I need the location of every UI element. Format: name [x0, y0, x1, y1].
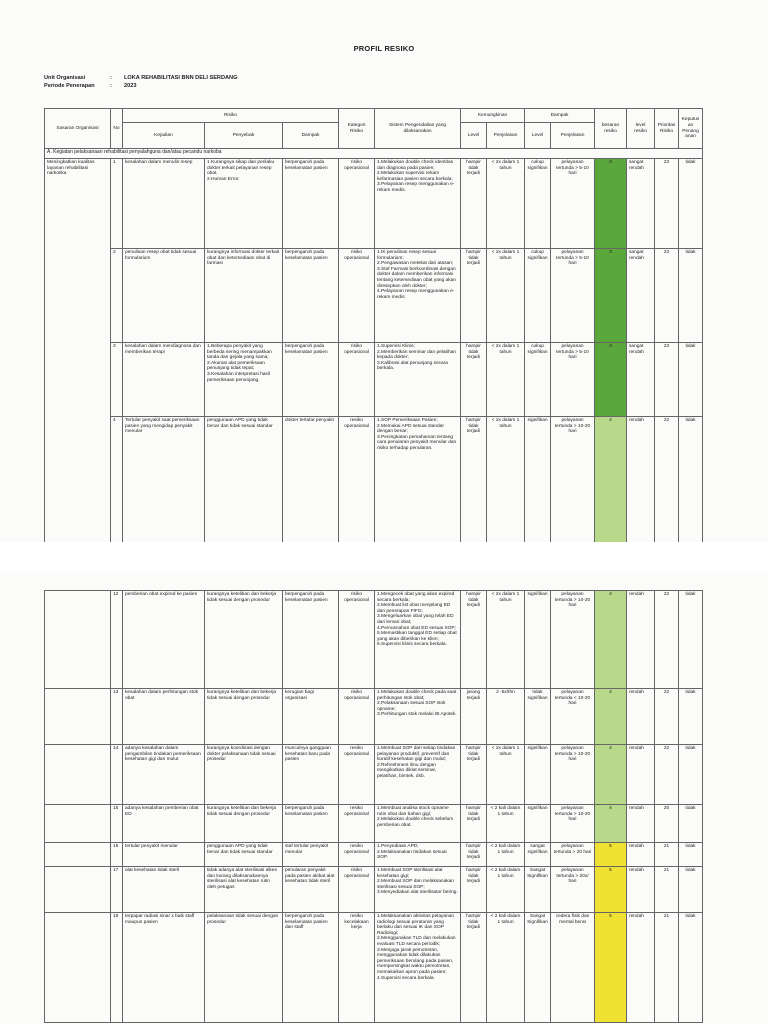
row-number: 3 — [111, 343, 123, 417]
sistem-cell — [375, 867, 461, 913]
dampak-level-cell: Sangat Signifikan — [525, 867, 551, 913]
row-number: 17 — [111, 867, 123, 913]
kemungkinan-penjelasan-cell: 2 -5x/thn — [487, 689, 525, 745]
penyebab-line: 2.Human Error. — [207, 176, 240, 182]
row-number: 13 — [111, 689, 123, 745]
meta-key: Unit Organisasi — [44, 75, 86, 81]
kejadian-cell: Tertular penyakit saat pemeriksaan pasien yang mengidap penyakit menular — [123, 417, 205, 557]
kemungkinan-level-cell: hampir tidak terjadi — [461, 249, 487, 343]
penyebab-line: penggunaan APD yang tidak benar dan tidak sesuai standar — [207, 844, 273, 855]
dampak-level-cell: signifikan — [525, 805, 551, 843]
kejadian-cell: adanya kesalahan dalam pengambilan tindakan pemeriksaan kesehatan gigi dan mulut — [123, 745, 205, 805]
sistem-line: 1.Melakukan double check identitas dan diagnosa pada pasien; — [377, 160, 454, 171]
table-row — [45, 867, 703, 913]
penyebab-line: tidak adanya alat sterilisasi alkes dan kurang dilaksanakannya sterilisasi alat kesehatan rutin oleh petugas — [207, 868, 277, 890]
penyebab-line: 1.Beberapa penyakit yang berbeda sering menampakkan tanda dan gejala yang sama; — [207, 344, 272, 361]
kategori-cell: resiko operasional — [339, 805, 375, 843]
dampak-level-cell: cukup signifikan — [525, 159, 551, 249]
dampak-level-cell: sangat signifikan — [525, 843, 551, 867]
penyebab-line: kurangnya ketelitian dan bekerja tidak sesuai dengan prosedur — [207, 806, 277, 817]
kemungkinan-penjelasan-cell: < 2x dalam 1 tahun — [487, 417, 525, 557]
kemungkinan-level-cell: hampir tidak terjadi — [461, 745, 487, 805]
dampak-cell: penularan penyakit pada pasien akibat alat kesehatan tidak steril — [283, 867, 339, 913]
penyebab-line: kurangnya ketelitian dan bekerja tidak sesuai dengan prosedur — [207, 690, 277, 701]
row-number: 18 — [111, 913, 123, 1023]
sistem-line: 3.Pelayanan resep menggunakan e-rekam medis. — [377, 182, 455, 193]
header-kejadian: Kejadian — [123, 123, 205, 149]
sistem-line: 2.Refreshment ilmu dengan mengikutkan diklat seminar, pelatihan, bimtek, dsb. — [377, 762, 437, 779]
besaran-cell: 4 — [595, 745, 627, 805]
level-resiko-cell: sangat rendah — [627, 159, 655, 249]
prioritas-cell: 23 — [655, 249, 679, 343]
sistem-line: 4.Supervisi secara berkala. — [377, 975, 435, 981]
prioritas-cell: 21 — [655, 867, 679, 913]
meta-sep: : — [110, 83, 112, 89]
penyebab-cell — [205, 913, 283, 1023]
penyebab-cell — [205, 843, 283, 867]
row-number: 15 — [111, 805, 123, 843]
besaran-cell: 3 — [595, 249, 627, 343]
keputusan-cell: tidak — [679, 745, 703, 805]
header-prioritas: Prioritas Risiko — [655, 109, 679, 149]
prioritas-cell: 23 — [655, 343, 679, 417]
kemungkinan-penjelasan-cell: < 2x dalam 1 tahun — [487, 343, 525, 417]
dampak-level-cell: signifikan — [525, 417, 551, 557]
header-keputusan: Keputusan Penanganan — [679, 109, 703, 149]
sistem-line: 2.Pengawasan melekat dari atasan; — [377, 261, 454, 267]
kategori-cell: risiko operasional — [339, 867, 375, 913]
kemungkinan-level-cell: hampir tidak terjadi — [461, 591, 487, 689]
dampak-level-cell: cukup signifikan — [525, 343, 551, 417]
kategori-cell: resiko kecelakaan kerja — [339, 913, 375, 1023]
kategori-cell: resiko operasional — [339, 745, 375, 805]
sistem-line: 2.Membuat list obat menjelang ED dan penerapan FIFO; — [377, 603, 451, 614]
dampak-cell: staf tertular penyakit menular — [283, 843, 339, 867]
besaran-cell: 4 — [595, 805, 627, 843]
sistem-line: 2.Menggunakan TLD dan melakukan evaluasi TLD secara periodik; — [377, 936, 456, 947]
penyebab-line: 3.Kesalahan interpretasi hasil pemeriksaan penunjang. — [207, 371, 270, 383]
table-row — [45, 591, 703, 689]
header-penjelasan: Penjelasan — [551, 123, 595, 149]
kejadian-cell: kesalahan dalam perhitungan stok obat — [123, 689, 205, 745]
dampak-cell: berpengaruh pada keselamatan pasien — [283, 591, 339, 689]
risk-table-page-2 — [44, 590, 703, 1023]
sistem-line: 1.Supervisi Klinis; — [377, 344, 415, 349]
sasaran-cell-empty — [45, 867, 111, 913]
dampak-level-cell: Sangat Signifikan — [525, 913, 551, 1023]
penyebab-cell — [205, 249, 283, 343]
kategori-cell: risiko operasional — [339, 343, 375, 417]
sistem-line: 1.Mengecek obat yang akan expired secara berkala; — [377, 592, 455, 603]
dampak-penjelasan-cell: pelayanan tertunda > 5-10 hari — [551, 249, 595, 343]
table-row — [45, 805, 703, 843]
table-row — [45, 417, 703, 557]
dampak-cell: berpengaruh pada keselamatan pasien — [283, 249, 339, 343]
kemungkinan-penjelasan-cell: < 2 kali dalam 1 tahun — [487, 867, 525, 913]
penyebab-line: kurangnya koordinasi dengan dokter pelaksanaan tidak sesuai prosedur — [207, 746, 276, 763]
table-row — [45, 745, 703, 805]
kejadian-cell: tertular penyakit menular — [123, 843, 205, 867]
level-resiko-cell: rendah — [627, 689, 655, 745]
header-level: Level — [461, 123, 487, 149]
sistem-line: 1.Membuat SOP sterilisasi alat kesehatan gigi; — [377, 868, 443, 879]
sistem-line: 3.Menjaga jarak pemotretan, menggunakan tidak dilakukan pemeriksaan berulang pada pasien, mempersingkat waktu pemotretan, memakaikan apron pada pasien; — [377, 947, 454, 975]
keputusan-cell: tidak — [679, 805, 703, 843]
sistem-cell — [375, 843, 461, 867]
prioritas-cell: 20 — [655, 805, 679, 843]
besaran-cell: 5 — [595, 843, 627, 867]
keputusan-cell: tidak — [679, 343, 703, 417]
besaran-cell: 4 — [595, 689, 627, 745]
level-resiko-cell: rendah — [627, 745, 655, 805]
meta-sep: : — [110, 75, 112, 81]
page-title: PROFIL RESIKO — [353, 44, 415, 53]
dampak-penjelasan-cell: pelayanan tertunda > 10-20 hari — [551, 417, 595, 557]
row-number: 1 — [111, 159, 123, 249]
kejadian-cell: terpapar radiasi sinar x baik staff maupun pasien — [123, 913, 205, 1023]
keputusan-cell: tidak — [679, 249, 703, 343]
dampak-cell: munculnya gangguan kesehatan baru pada pasien — [283, 745, 339, 805]
kejadian-cell: pemberian obat expired ke pasien — [123, 591, 205, 689]
kemungkinan-level-cell: hampir tidak terjadi — [461, 913, 487, 1023]
sasaran-cell-empty — [45, 591, 111, 689]
sasaran-cell-empty — [45, 843, 111, 867]
sistem-line: 4.Pemusnahan obat ED sesuai SOP; — [377, 625, 456, 631]
sistem-cell — [375, 417, 461, 557]
row-number: 2 — [111, 249, 123, 343]
penyebab-cell — [205, 805, 283, 843]
prioritas-cell: 22 — [655, 417, 679, 557]
level-resiko-cell: sangat rendah — [627, 343, 655, 417]
keputusan-cell: tidak — [679, 417, 703, 557]
keputusan-cell: tidak — [679, 159, 703, 249]
kemungkinan-penjelasan-cell: < 2x dalam 1 tahun — [487, 745, 525, 805]
prioritas-cell: 22 — [655, 689, 679, 745]
sistem-cell — [375, 913, 461, 1023]
header-penyebab: Penyebab — [205, 123, 283, 149]
sasaran-cell: Meningkatkan kualitas layanan rehabilitasi narkotika — [45, 159, 111, 557]
level-resiko-cell: rendah — [627, 805, 655, 843]
dampak-level-cell: cukup signifikan — [525, 249, 551, 343]
sistem-cell — [375, 805, 461, 843]
sistem-line: 2.Membuat SOP dan melaksanakan sterilisasi sesuai SOP; — [377, 879, 454, 890]
penyebab-cell — [205, 343, 283, 417]
sistem-line: 3.Perhitungan stok melalui IB Apotek. — [377, 712, 457, 718]
sistem-cell — [375, 249, 461, 343]
kategori-cell: risiko operasional — [339, 689, 375, 745]
keputusan-cell: tidak — [679, 591, 703, 689]
header-level: Level — [525, 123, 551, 149]
kejadian-cell: alat kesehatan tidak steril — [123, 867, 205, 913]
kemungkinan-penjelasan-cell: < 2 kali dalam 1 tahun — [487, 913, 525, 1023]
header-level-resiko: level resiko — [627, 109, 655, 149]
kategori-cell: resiko operasional — [339, 417, 375, 557]
sistem-line: 3.Peningkatan pemahaman tentang cara penularan penyakit menular dan risiko terhadap penularan. — [377, 434, 457, 451]
sistem-line: 1.Melakukan double check pada saat perhitungan stok obat; — [377, 690, 457, 701]
dampak-penjelasan-cell: pelayanan tertunda > 5-10 hari — [551, 343, 595, 417]
row-number: 16 — [111, 843, 123, 867]
dampak-cell: kerugian bagi organisasi — [283, 689, 339, 745]
sistem-cell — [375, 745, 461, 805]
sistem-line: 2.Memberikan seminar dan pelatihan kepada dokter; — [377, 349, 456, 361]
penyebab-line: kurangnya ketelitian dan bekerja tidak sesuai dengan prosedur — [207, 592, 277, 603]
sasaran-cell-empty — [45, 745, 111, 805]
level-resiko-cell: rendah — [627, 843, 655, 867]
dampak-cell: berpengaruh pada keselamatan pasien — [283, 159, 339, 249]
dampak-penjelasan-cell: cedera fisik dan mental berat — [551, 913, 595, 1023]
sistem-line: 2.Melaksanakan tindakan sesuai SOP. — [377, 849, 447, 861]
sasaran-cell-empty — [45, 689, 111, 745]
penyebab-cell — [205, 745, 283, 805]
meta-key: Periode Penerapan — [44, 83, 95, 89]
page-gap — [0, 542, 768, 572]
sistem-line: 1.Melaksanakan aktivitas pelayanan radiologi sesuai peraturan yang berlaku dan sesuai IK dan SOP Radiologi; — [377, 914, 455, 936]
kemungkinan-level-cell: hampir tidak terjadi — [461, 417, 487, 557]
dampak-penjelasan-cell: pelayanan tertunda > 10-20 hari — [551, 805, 595, 843]
header-sasaran: Sasaran Organisasi — [45, 109, 111, 149]
header-besaran: besaran resiko — [595, 109, 627, 149]
kategori-cell: risiko operasional — [339, 591, 375, 689]
row-number: 12 — [111, 591, 123, 689]
keputusan-cell: tidak — [679, 913, 703, 1023]
level-resiko-cell: rendah — [627, 867, 655, 913]
keputusan-cell: tidak — [679, 689, 703, 745]
besaran-cell: 5 — [595, 913, 627, 1023]
meta-periode — [44, 82, 136, 90]
header-sistem: Sistem Pengendalian yang dilaksanakan — [375, 109, 461, 149]
penyebab-line: 1.Kurangnya sikap dan perilaku dokter terkait pelayanan resep obat. — [207, 160, 275, 177]
sistem-line: 2.Pelaksanaan sesuai SOP stok opname; — [377, 701, 446, 712]
dampak-cell: berpengaruh pada keselamatan pasien — [283, 805, 339, 843]
sistem-line: 1.IK penulisan resep sesuai formularium; — [377, 250, 436, 261]
kemungkinan-level-cell: hampir tidak terjadi — [461, 805, 487, 843]
table-row — [45, 249, 703, 343]
kejadian-cell: kesalahan dalam mendiagnosa dan memberikan terapi — [123, 343, 205, 417]
penyebab-line: penggunaan APD yang tidak benar dan tidak sesuai standar — [207, 418, 273, 429]
sistem-line: 1.Membuat analisa stock opname rutin obat dan bahan gigi; — [377, 806, 449, 817]
kemungkinan-penjelasan-cell: < 2x dalam 1 tahun — [487, 591, 525, 689]
dampak-penjelasan-cell: pelayanan tertunda < 10-20 hari — [551, 689, 595, 745]
sasaran-cell-empty — [45, 805, 111, 843]
sasaran-cell-empty — [45, 913, 111, 1023]
table-row — [45, 689, 703, 745]
dampak-cell: berpengaruh pada keselamatan pasien — [283, 343, 339, 417]
keputusan-cell: tidak — [679, 867, 703, 913]
sistem-line: 3.Mengeluarkan obat yang telah ED dari lemari obat; — [377, 614, 454, 625]
header-kemungkinan: Kemungkinan — [461, 109, 525, 123]
sistem-line: 2.Melakukan double check sebelum pemberian obat. — [377, 817, 454, 828]
dampak-level-cell: signifikan — [525, 745, 551, 805]
dampak-cell: dokter tertular penyakit — [283, 417, 339, 557]
penyebab-cell — [205, 689, 283, 745]
level-resiko-cell: rendah — [627, 417, 655, 557]
kejadian-cell: kesalahan dalam menulis resep — [123, 159, 205, 249]
meta-value: 2023 — [124, 83, 137, 89]
kejadian-cell: adanya kesalahan pemberian obat ED — [123, 805, 205, 843]
row-number: 4 — [111, 417, 123, 557]
table-row — [45, 159, 703, 249]
kemungkinan-level-cell: hampir tidak terjadi — [461, 867, 487, 913]
header-dampak: Dampak — [283, 123, 339, 149]
prioritas-cell: 21 — [655, 913, 679, 1023]
sistem-cell — [375, 343, 461, 417]
kejadian-cell: penulisan resep obat tidak sesuai formularium — [123, 249, 205, 343]
header-kategori: Kategori Risiko — [339, 109, 375, 149]
besaran-cell: 4 — [595, 591, 627, 689]
penyebab-line: pelaksanaan tidak sesuai dengan prosedur — [207, 914, 279, 925]
kategori-cell: risiko operasional — [339, 249, 375, 343]
table-row — [45, 843, 703, 867]
sistem-line: 3.Kalibrasi alat penunjang secara berkala. — [377, 360, 448, 372]
table-row — [45, 913, 703, 1023]
sistem-cell — [375, 689, 461, 745]
dampak-penjelasan-cell: pelayanan tertunda > 10-20 hari — [551, 591, 595, 689]
header-dampak-group: Dampak — [525, 109, 595, 123]
level-resiko-cell: rendah — [627, 913, 655, 1023]
meta-value: LOKA REHABILITASI BNN DELI SERDANG — [124, 75, 238, 81]
kategori-cell: resiko operasional — [339, 843, 375, 867]
prioritas-cell: 21 — [655, 843, 679, 867]
sistem-line: 3.Staf Farmasi berkoordinasi dengan dokter dalam memberikan informasi tentang ketersediaan obat yang akan diresepkan oleh dokter; — [377, 266, 456, 289]
kemungkinan-level-cell: jarang terjadi — [461, 689, 487, 745]
kategori-cell: risiko operasional — [339, 159, 375, 249]
penyebab-cell — [205, 417, 283, 557]
row-number: 14 — [111, 745, 123, 805]
besaran-cell: 3 — [595, 159, 627, 249]
sistem-line: 1.Membuat SOP dari setiap tindakan pelayanan produktif, preventif dan kuratif kesehatan gigi dan mulut; — [377, 746, 456, 763]
besaran-cell: 3 — [595, 343, 627, 417]
kemungkinan-penjelasan-cell: < 2x dalam 1 tahun — [487, 249, 525, 343]
kemungkinan-penjelasan-cell: < 2 kali dalam 1 tahun — [487, 843, 525, 867]
level-resiko-cell: rendah — [627, 591, 655, 689]
section-heading: A. Kegiatan pelaksanaan rehabilitasi penyalahguna dan/atau pecandu narkoba — [45, 149, 703, 159]
document-page-2 — [0, 572, 768, 1024]
table-row — [45, 343, 703, 417]
kemungkinan-level-cell: hampir tidak terjadi — [461, 843, 487, 867]
kemungkinan-level-cell: hampir tidak terjadi — [461, 343, 487, 417]
besaran-cell: 5 — [595, 867, 627, 913]
kemungkinan-penjelasan-cell: < 2x dalam 1 tahun — [487, 159, 525, 249]
meta-unit — [44, 74, 237, 82]
keputusan-cell: tidak — [679, 843, 703, 867]
sistem-line: 2.Melakukan supervisi rekam kefarmasian pasien secara berkala; — [377, 171, 453, 182]
sistem-cell — [375, 159, 461, 249]
dampak-level-cell: tidak signifikan — [525, 689, 551, 745]
level-resiko-cell: sangat rendah — [627, 249, 655, 343]
header-penjelasan: Penjelasan — [487, 123, 525, 149]
prioritas-cell: 22 — [655, 591, 679, 689]
prioritas-cell: 22 — [655, 745, 679, 805]
kemungkinan-level-cell: hampir tidak terjadi — [461, 159, 487, 249]
sistem-line: 4.Pelayanan resep menggunakan e-rekam medis. — [377, 289, 455, 300]
sistem-line: 1.Penyediaan APD; — [377, 844, 419, 849]
sistem-line: 6.Supervisi klinis secara berkala. — [377, 642, 447, 648]
sistem-line: 1.SOP Pemeriksaan Pasien; — [377, 418, 438, 423]
dampak-cell: berpengaruh pada keselamatan pasien dan staff — [283, 913, 339, 1023]
sistem-line: 5.Memastikan tanggal ED setiap obat yang akan diberikan ke klien; — [377, 631, 457, 642]
penyebab-cell — [205, 591, 283, 689]
dampak-penjelasan-cell: pelayanan tertunda > 10-20 hari — [551, 745, 595, 805]
header-risiko: Risiko — [123, 109, 339, 123]
sistem-cell — [375, 591, 461, 689]
prioritas-cell: 23 — [655, 159, 679, 249]
risk-table-page-1 — [44, 108, 703, 557]
penyebab-line: kurangnya informasi dokter terkait obat dan ketersediaan obat di farmasi — [207, 250, 280, 267]
penyebab-cell — [205, 867, 283, 913]
sistem-line: 2.Memakai APD sesuai standar dengan benar; — [377, 423, 444, 435]
header-no: No — [111, 109, 123, 149]
kemungkinan-penjelasan-cell: < 2 kali dalam 1 tahun — [487, 805, 525, 843]
dampak-level-cell: signifikan — [525, 591, 551, 689]
dampak-penjelasan-cell: pelayanan tertunda > 20 hari — [551, 843, 595, 867]
besaran-cell: 4 — [595, 417, 627, 557]
penyebab-cell — [205, 159, 283, 249]
sistem-line: 3.Menyediakan alat sterilisator bering. — [377, 890, 458, 896]
dampak-penjelasan-cell: pelayanan tertunda > 20x/ hari — [551, 867, 595, 913]
penyebab-line: 2.Akurasi alat pemeriksaan penunjang tidak tepat; — [207, 360, 265, 372]
dampak-penjelasan-cell: pelayanan tertunda > 5-10 hari — [551, 159, 595, 249]
